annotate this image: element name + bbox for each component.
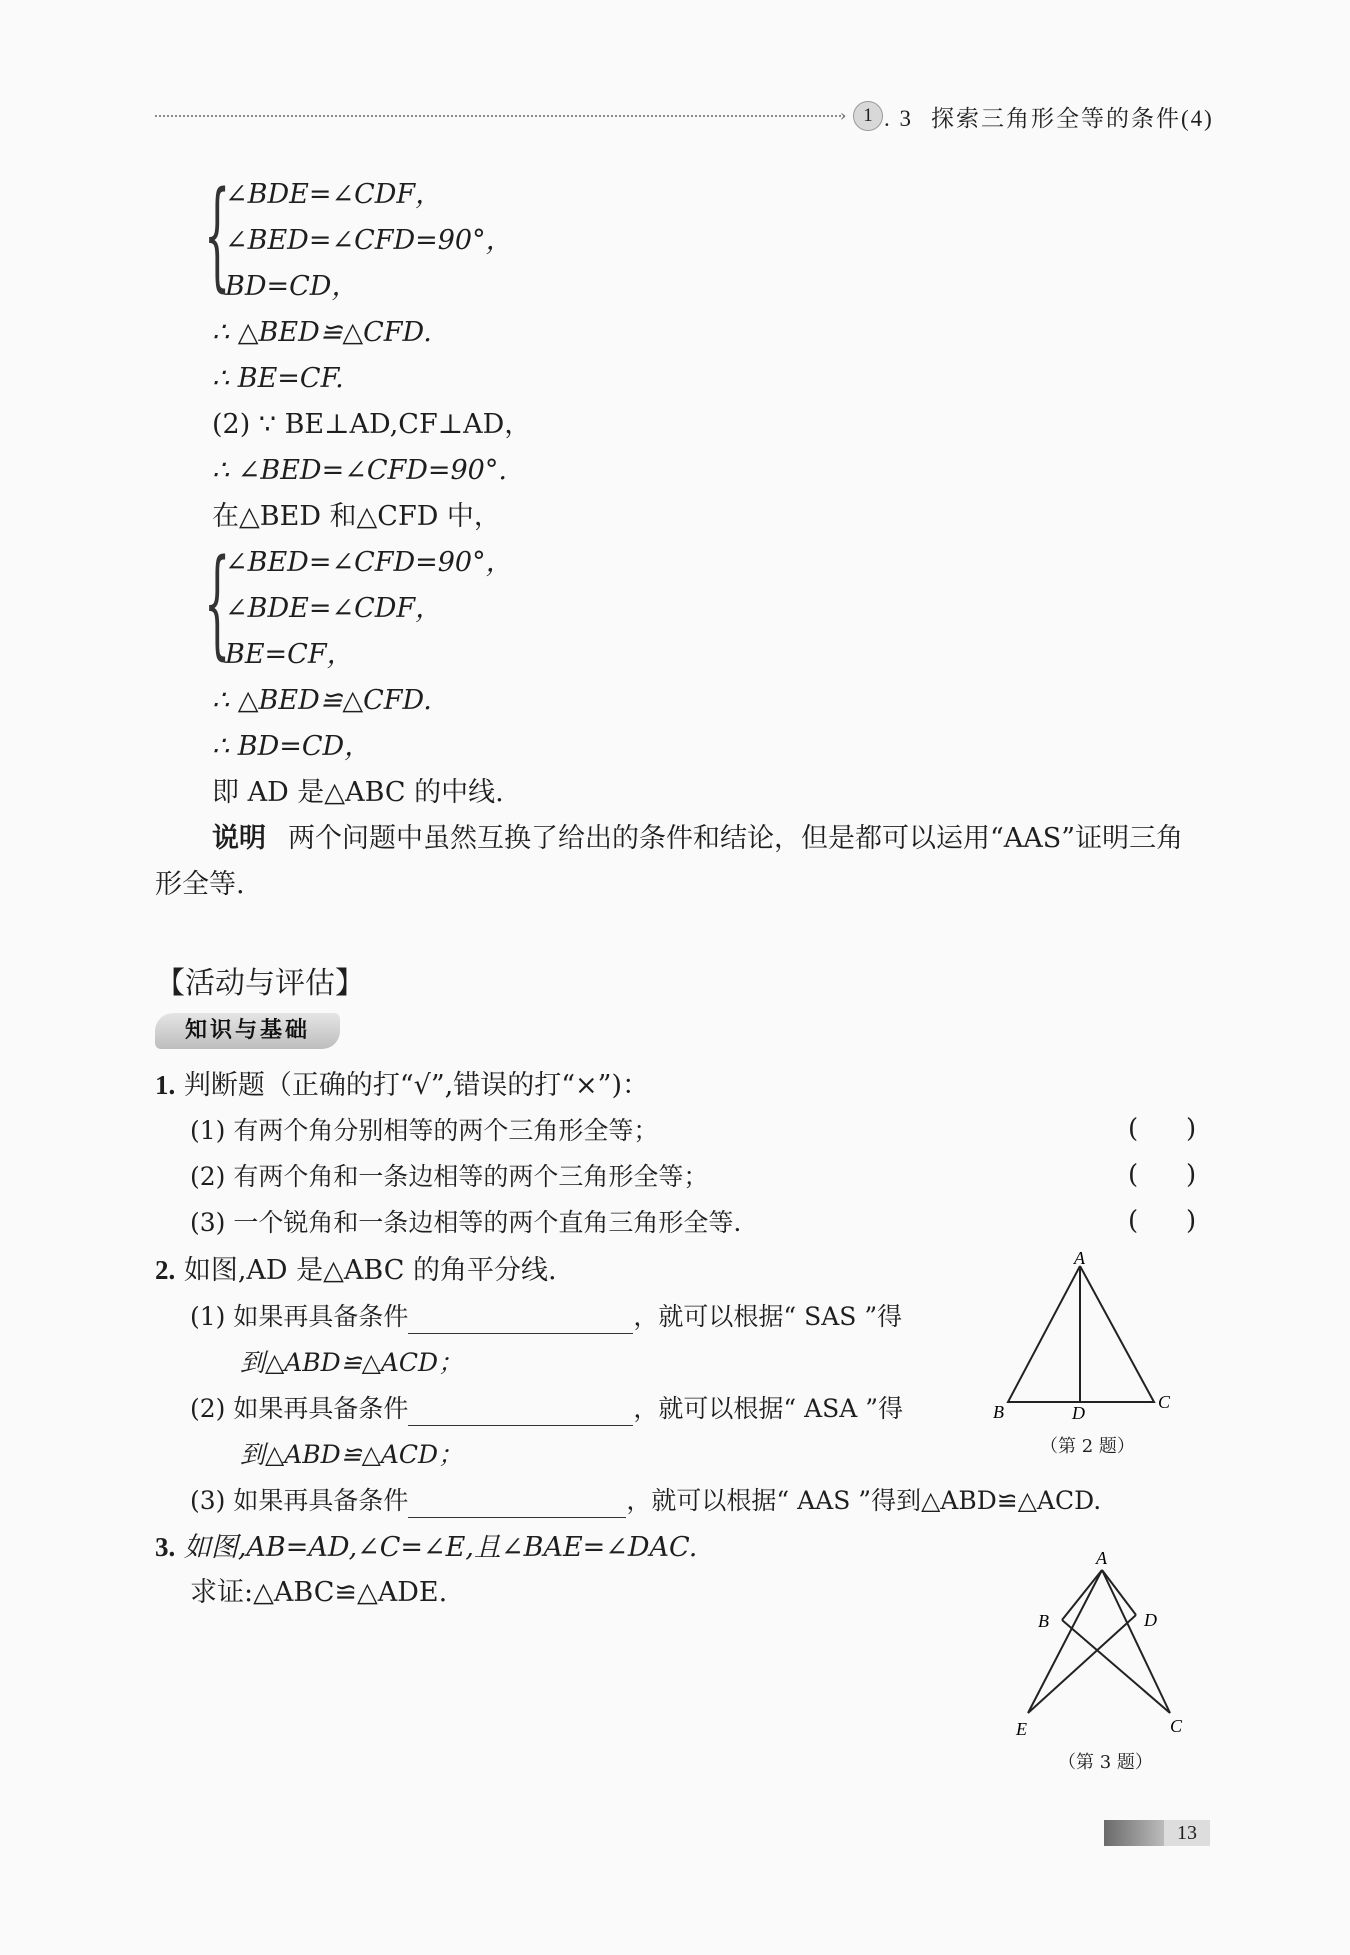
q1-item-3: (3) 一个锐角和一条边相等的两个直角三角形全等.: [190, 1208, 742, 1237]
q3-stem: [155, 1530, 697, 1565]
note-line-1: [212, 822, 1183, 856]
header-arrow-icon: ›: [840, 106, 847, 125]
proof2-cond-1: ∠BED=∠CFD=90°，: [225, 547, 513, 578]
chapter-number: 1: [853, 101, 883, 131]
q2-item-2-suffix: ，就可以根据“ ASA ”得: [633, 1394, 904, 1423]
segment-ae: [1028, 1570, 1102, 1713]
proof2-line-1: (2) ∵ BE⊥AD,CF⊥AD，: [212, 409, 532, 440]
q3-prove: 求证:△ABC≌△ADE.: [190, 1577, 448, 1608]
knowledge-badge: 知识与基础: [155, 1013, 340, 1049]
proof1-line-1: ∴ △BED≌△CFD.: [212, 317, 432, 348]
q2-item-1-suffix: ，就可以根据“ SAS ”得: [633, 1302, 903, 1331]
proof1-cond-2: ∠BED=∠CFD=90°，: [225, 225, 513, 256]
proof2-cond-3: BE=CF，: [225, 639, 354, 670]
paren-right: ): [1186, 1160, 1197, 1190]
label-a: A: [1096, 1548, 1107, 1568]
paren-right: ): [1186, 1114, 1197, 1144]
q1-stem: [155, 1068, 649, 1103]
paren-left: (: [1128, 1114, 1139, 1144]
proof2-line-3: 在△BED 和△CFD 中，: [212, 501, 501, 532]
section-title: 探索三角形全等的条件(4): [931, 106, 1214, 131]
segment-ad: [1102, 1570, 1136, 1615]
header-rule: [155, 115, 845, 117]
section-heading: 【活动与评估】: [155, 966, 365, 1001]
q2-item-3-suffix: ，就可以根据“ AAS ”得到△ABD≌△ACD.: [626, 1486, 1102, 1515]
q2-text: 如图,AD 是△ABC 的角平分线.: [183, 1255, 557, 1286]
q2-blank-2[interactable]: [408, 1399, 633, 1426]
q2-item-2: [190, 1392, 903, 1426]
q1-item-1: (1) 有两个角分别相等的两个三角形全等；: [190, 1116, 659, 1145]
figure-3-caption: （第 3 题）: [1058, 1752, 1153, 1773]
page-number-bar: [1104, 1820, 1164, 1846]
q2-blank-3[interactable]: [408, 1491, 626, 1518]
q1-item-2: (2) 有两个角和一条边相等的两个三角形全等；: [190, 1162, 709, 1191]
label-d: D: [1144, 1610, 1157, 1630]
segment-ac: [1102, 1570, 1170, 1713]
proof1-cond-1: ∠BDE=∠CDF，: [225, 179, 443, 210]
figure-3-triangles: [1010, 1540, 1200, 1745]
q3-number: 3.: [155, 1532, 176, 1562]
paren-left: (: [1128, 1160, 1139, 1190]
header-title: [884, 100, 1214, 133]
brace-icon: {: [204, 165, 231, 303]
note-line-2: 形全等.: [155, 869, 245, 900]
q2-stem: [155, 1253, 557, 1288]
q2-item-2-cont: 到△ABD≌△ACD；: [240, 1440, 464, 1469]
paren-left: (: [1128, 1206, 1139, 1236]
paren-right: ): [1186, 1206, 1197, 1236]
label-c: C: [1170, 1716, 1183, 1736]
q2-blank-1[interactable]: [408, 1307, 633, 1334]
q1-answer-box-2[interactable]: [1128, 1160, 1244, 1190]
q2-item-1: [190, 1300, 902, 1334]
q2-item-2-prefix: (2) 如果再具备条件: [190, 1394, 409, 1423]
brace-icon: {: [204, 533, 231, 671]
q2-item-1-cont: 到△ABD≌△ACD；: [240, 1348, 464, 1377]
proof2-line-2: ∴ ∠BED=∠CFD=90°.: [212, 455, 507, 486]
q2-item-1-prefix: (1) 如果再具备条件: [190, 1302, 409, 1331]
q1-answer-box-3[interactable]: [1128, 1206, 1244, 1236]
proof2-line-6: 即 AD 是△ABC 的中线.: [212, 777, 504, 808]
label-d: D: [1072, 1403, 1085, 1422]
segment-ab: [1062, 1570, 1102, 1620]
page-number: 13: [1164, 1820, 1210, 1846]
q1-number: 1.: [155, 1070, 176, 1100]
q1-text: 判断题（正确的打“√”,错误的打“×”)：: [183, 1070, 649, 1101]
label-a: A: [1074, 1252, 1085, 1268]
proof1-cond-3: BD=CD，: [225, 271, 359, 302]
label-e: E: [1016, 1719, 1027, 1739]
proof2-cond-2: ∠BDE=∠CDF，: [225, 593, 443, 624]
proof1-line-2: ∴ BE=CF.: [212, 363, 344, 394]
q3-text: 如图,AB=AD,∠C=∠E,且∠BAE=∠DAC.: [183, 1532, 698, 1563]
q2-item-3: [190, 1484, 1101, 1518]
note-text-1: 两个问题中虽然互换了给出的条件和结论，但是都可以运用“AAS”证明三角: [288, 823, 1184, 854]
proof2-line-4: ∴ △BED≌△CFD.: [212, 685, 432, 716]
figure-2-caption: （第 2 题）: [1040, 1436, 1135, 1457]
section-number: . 3: [884, 106, 913, 131]
label-b: B: [1038, 1611, 1049, 1631]
figure-2-triangle: [990, 1252, 1180, 1422]
q2-item-3-prefix: (3) 如果再具备条件: [190, 1486, 409, 1515]
label-c: C: [1158, 1392, 1171, 1412]
q1-answer-box-1[interactable]: [1128, 1114, 1244, 1144]
label-b: B: [993, 1402, 1004, 1422]
q2-number: 2.: [155, 1255, 176, 1285]
note-label: 说明: [212, 823, 266, 854]
proof2-line-5: ∴ BD=CD，: [212, 731, 372, 762]
